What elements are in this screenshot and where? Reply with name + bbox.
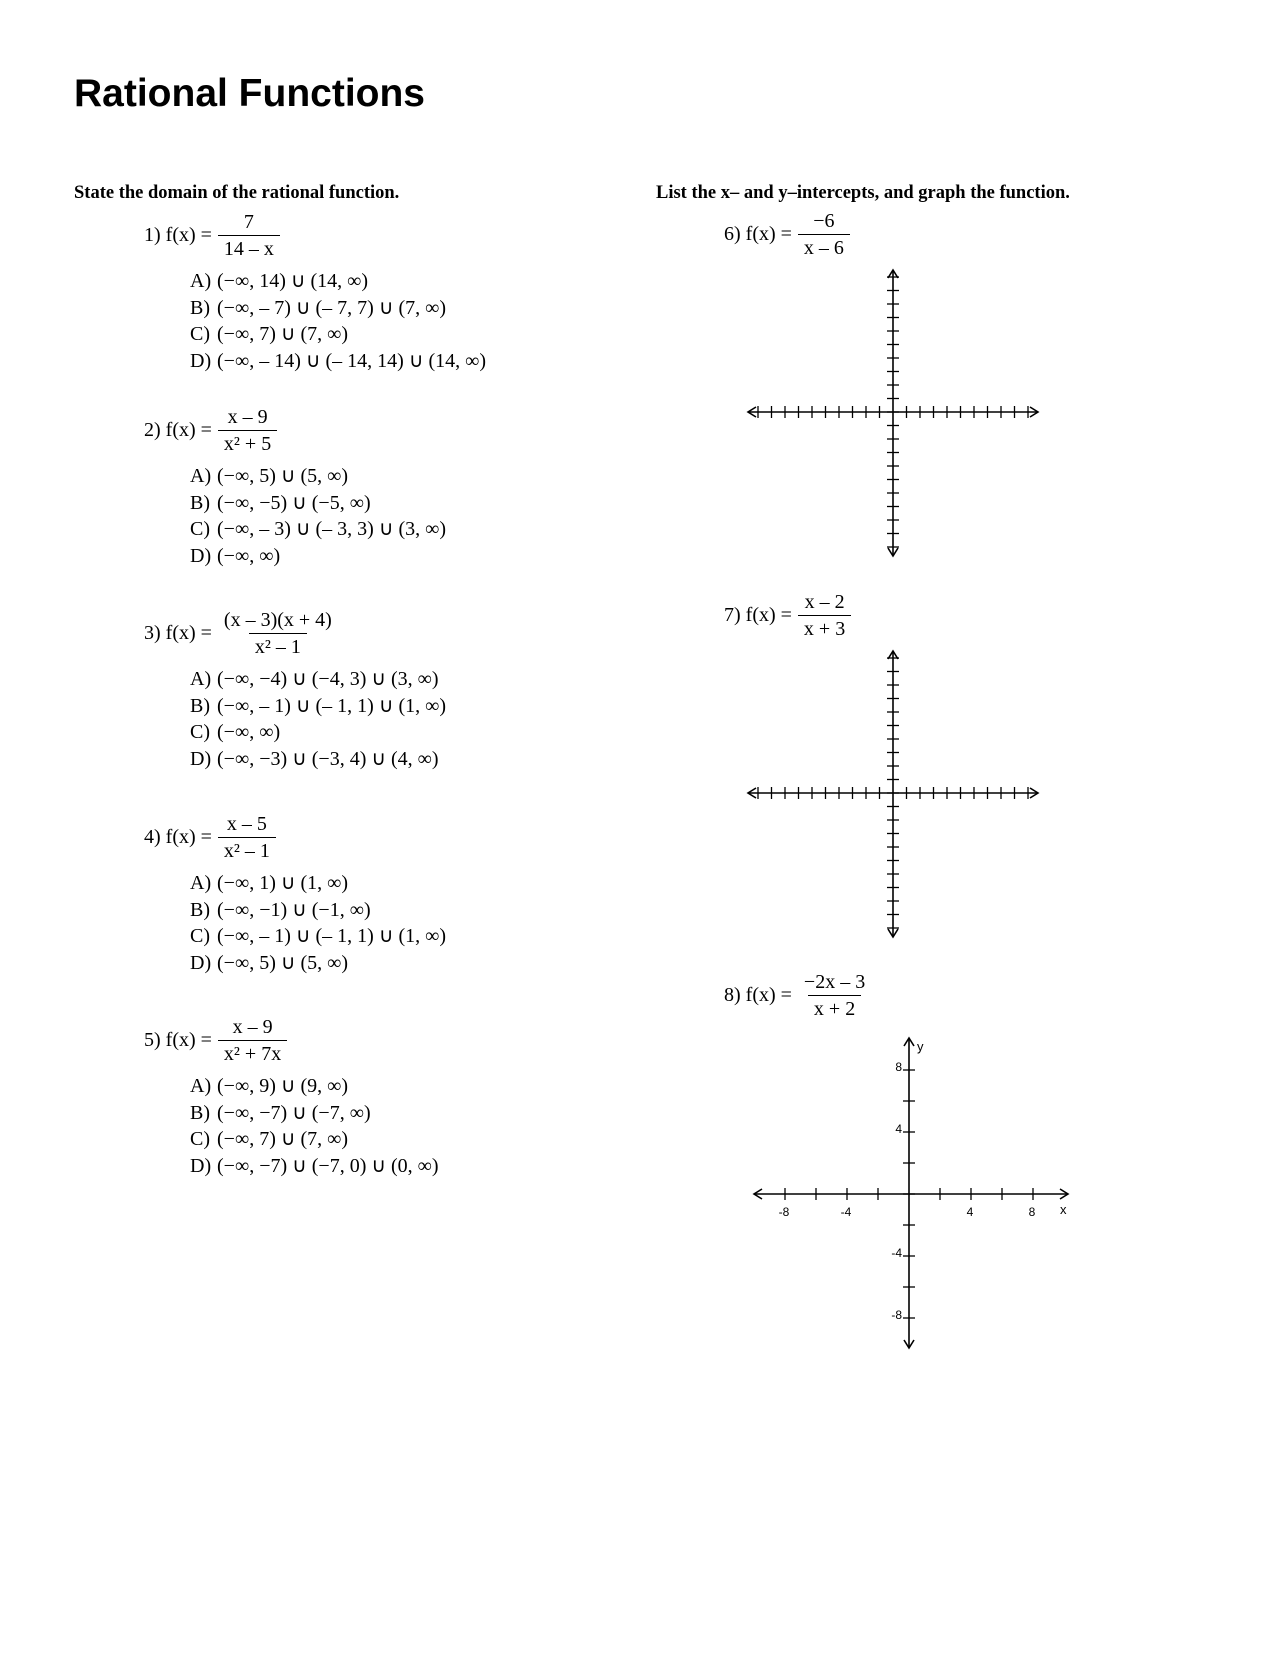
numerator: (x – 3)(x + 4) xyxy=(223,609,332,631)
blank-coordinate-axes-7[interactable] xyxy=(746,649,1040,939)
choice-d[interactable]: D) (−∞, – 14) ∪ (– 14, 14) ∪ (14, ∞) xyxy=(190,349,487,372)
choice-b[interactable]: B) (−∞, – 1) ∪ (– 1, 1) ∪ (1, ∞) xyxy=(190,694,447,717)
problem-label: 5) f(x) = xyxy=(144,1029,212,1051)
choice-c[interactable]: C) (−∞, 7) ∪ (7, ∞) xyxy=(190,1128,349,1150)
problem-label: 1) f(x) = xyxy=(144,224,212,246)
choice-c[interactable]: C) (−∞, – 3) ∪ (– 3, 3) ∪ (3, ∞) xyxy=(190,518,447,540)
denominator: x + 3 xyxy=(798,615,851,640)
problem-label: 8) f(x) = xyxy=(724,984,792,1006)
x-axis-label: x xyxy=(1060,1202,1067,1217)
numerator: −2x – 3 xyxy=(803,971,866,993)
y-tick-label: -4 xyxy=(891,1246,902,1260)
choice-b[interactable]: B) (−∞, – 7) ∪ (– 7, 7) ∪ (7, ∞) xyxy=(190,296,447,319)
problem-6 xyxy=(724,210,850,259)
choice-a[interactable]: A) (−∞, 14) ∪ (14, ∞) xyxy=(190,270,369,292)
problem-2 xyxy=(144,406,446,569)
choice-c[interactable]: C) (−∞, 7) ∪ (7, ∞) xyxy=(190,323,349,345)
fraction xyxy=(218,813,276,862)
problem-label: 2) f(x) = xyxy=(144,419,212,441)
problem-5 xyxy=(144,1016,439,1179)
graph-instruction: List the x– and y–intercepts, and graph the function. xyxy=(656,183,1070,203)
numerator: x – 5 xyxy=(226,813,267,835)
labeled-coordinate-axes-8[interactable] xyxy=(746,1030,1076,1352)
x-tick-label: -8 xyxy=(778,1205,790,1219)
fraction xyxy=(218,1016,287,1065)
domain-instruction: State the domain of the rational function. xyxy=(74,183,400,203)
answer-choices xyxy=(190,870,446,976)
problem-8 xyxy=(724,971,871,1020)
answer-choices xyxy=(190,1073,439,1179)
problem-3 xyxy=(144,609,446,772)
answer-choices xyxy=(190,666,446,772)
answer-choices xyxy=(190,268,486,374)
choice-a[interactable]: A) (−∞, −4) ∪ (−4, 3) ∪ (3, ∞) xyxy=(190,668,439,690)
y-tick-label: -8 xyxy=(891,1308,902,1322)
problem-4 xyxy=(144,813,446,976)
blank-coordinate-axes-6[interactable] xyxy=(746,268,1040,558)
denominator: x² – 1 xyxy=(249,633,307,658)
fraction xyxy=(798,591,851,640)
denominator: x² – 1 xyxy=(218,837,276,862)
choice-b[interactable]: B) (−∞, −1) ∪ (−1, ∞) xyxy=(190,898,371,921)
y-tick-label: 8 xyxy=(895,1060,902,1074)
fraction xyxy=(798,971,871,1020)
fraction xyxy=(218,406,277,455)
y-tick-label: 4 xyxy=(895,1122,902,1136)
fraction xyxy=(798,210,850,259)
problem-label: 7) f(x) = xyxy=(724,604,792,626)
denominator: 14 – x xyxy=(218,235,280,260)
answer-choices xyxy=(190,463,446,569)
x-tick-label: -4 xyxy=(840,1205,852,1219)
problem-label: 3) f(x) = xyxy=(144,622,212,644)
choice-c[interactable]: C) (−∞, ∞) xyxy=(190,721,281,743)
problem-label: 6) f(x) = xyxy=(724,223,792,245)
y-axis-label: y xyxy=(917,1039,924,1054)
numerator: x – 9 xyxy=(232,1016,273,1038)
page-title: Rational Functions xyxy=(74,72,425,115)
denominator: x² + 5 xyxy=(218,430,277,455)
choice-c[interactable]: C) (−∞, – 1) ∪ (– 1, 1) ∪ (1, ∞) xyxy=(190,925,447,947)
choice-a[interactable]: A) (−∞, 9) ∪ (9, ∞) xyxy=(190,1075,349,1097)
x-tick-label: 8 xyxy=(1028,1205,1036,1219)
numerator: 7 xyxy=(243,211,254,233)
x-tick-label: 4 xyxy=(966,1205,974,1219)
choice-a[interactable]: A) (−∞, 5) ∪ (5, ∞) xyxy=(190,465,349,487)
choice-d[interactable]: D) (−∞, −3) ∪ (−3, 4) ∪ (4, ∞) xyxy=(190,747,439,770)
denominator: x² + 7x xyxy=(218,1040,287,1065)
choice-a[interactable]: A) (−∞, 1) ∪ (1, ∞) xyxy=(190,872,349,894)
problem-label: 4) f(x) = xyxy=(144,826,212,848)
numerator: x – 9 xyxy=(227,406,268,428)
problem-1 xyxy=(144,211,486,374)
choice-b[interactable]: B) (−∞, −7) ∪ (−7, ∞) xyxy=(190,1101,371,1124)
problem-7 xyxy=(724,591,851,640)
fraction xyxy=(218,211,280,260)
choice-d[interactable]: D) (−∞, 5) ∪ (5, ∞) xyxy=(190,951,349,974)
numerator: −6 xyxy=(813,210,835,232)
denominator: x – 6 xyxy=(798,234,850,259)
choice-d[interactable]: D) (−∞, ∞) xyxy=(190,544,281,567)
choice-d[interactable]: D) (−∞, −7) ∪ (−7, 0) ∪ (0, ∞) xyxy=(190,1154,439,1177)
fraction xyxy=(218,609,338,658)
denominator: x + 2 xyxy=(808,995,861,1020)
numerator: x – 2 xyxy=(804,591,845,613)
choice-b[interactable]: B) (−∞, −5) ∪ (−5, ∞) xyxy=(190,491,371,514)
